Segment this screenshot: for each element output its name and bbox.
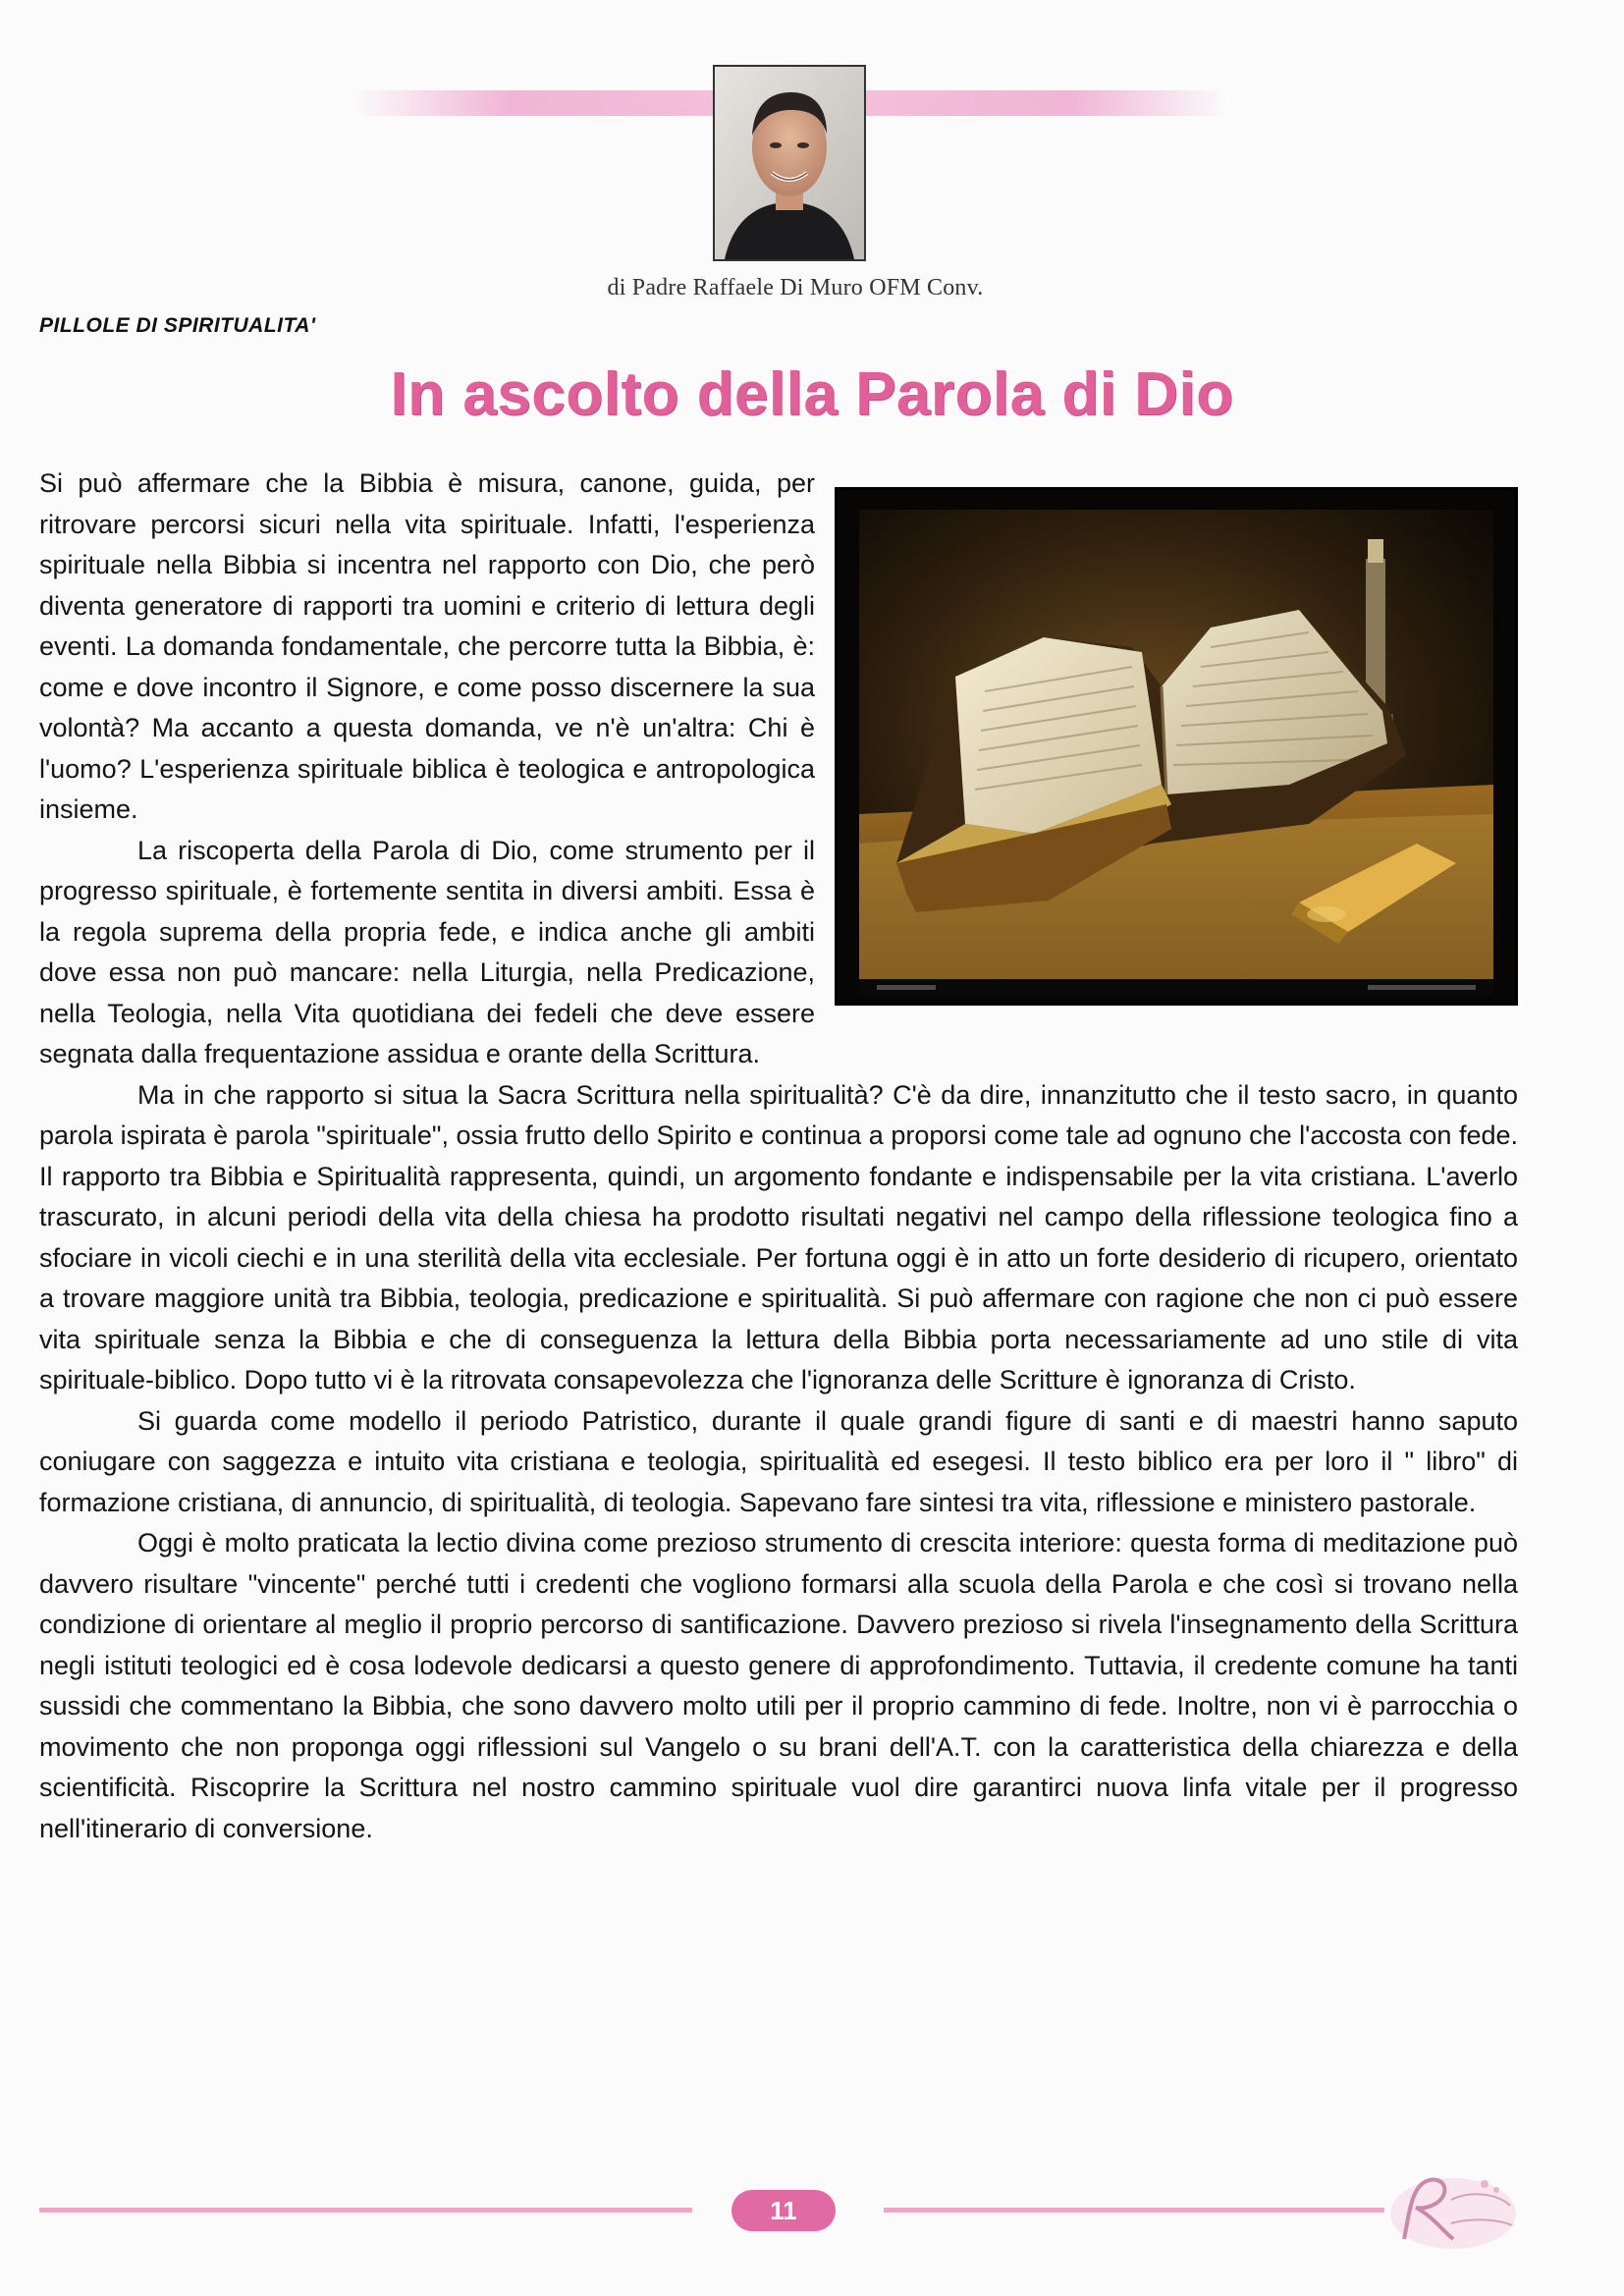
author-portrait bbox=[713, 65, 866, 261]
article-paragraph: Ma in che rapporto si situa la Sacra Scrittura nella spiritualità? C'è da dire, innanzitutto che il testo sacro, in quanto parola ispirata è parola "spirituale", ossia frutto dello Spirito e continua a proporsi come tale ad ognuno che l'accosta con fede. Il rapporto tra Bibbia e Spiritualità rappresenta, quindi, un argomento fondante e indispensabile per la vita cristiana. L'averlo trascurato, in alcuni periodi della vita della chiesa ha prodotto risultati negativi nel campo della riflessione teologica fino a sfociare in vicoli ciechi e in una sterilità della vita ecclesiale. Per fortuna oggi è in atto un forte desiderio di ricupero, orientato a trovare maggiore unità tra Bibbia, teologia, predicazione e spiritualità. Si può affermare con ragione che non ci può essere vita spirituale senza la Bibbia e che di conseguenza la lettura della Bibbia porta necessariamente ad uno stile di vita spirituale-biblico. Dopo tutto vi è la ritrovata consapevolezza che l'ignoranza delle Scritture è ignoranza di Cristo. bbox=[39, 1079, 1518, 1394]
footer-rule-right bbox=[884, 2208, 1384, 2213]
bible-painting-illustration bbox=[838, 490, 1515, 1003]
author-byline: di Padre Raffaele Di Muro OFM Conv. bbox=[607, 275, 984, 301]
article-paragraph: Oggi è molto praticata la lectio divina come prezioso strumento di crescita interiore: questa forma di meditazione può davvero risultare "vincente" perché tutti i credenti che vogliono formarsi alla scuola della Parola e che così si trovano nella condizione di orientare al meglio il proprio percorso di santificazione. Davvero prezioso si rivela l'insegnamento della Scrittura negli istituti teologici ed è cosa lodevole dedicarsi a questo genere di approfondimento. Tuttavia, il credente comune ha tanti sussidi che commentano la Bibbia, che sono davvero molto utili per il proprio cammino di fede. Inoltre, non vi è parrocchia o movimento che non proponga oggi riflessioni sul Vangelo o su brani dell'A.T. con la caratteristica della chiarezza e della scientificità. Riscoprire la Scrittura nel nostro cammino spirituale vuol dire garantirci nuova linfa vitale per il progresso nell'itinerario di conversione. bbox=[39, 1528, 1518, 1843]
magazine-logo-icon bbox=[1382, 2160, 1524, 2255]
author-portrait-image bbox=[715, 67, 864, 259]
page-number: 11 bbox=[731, 2190, 836, 2231]
footer-rule-left bbox=[39, 2208, 692, 2213]
article-paragraph: Si guarda come modello il periodo Patristico, durante il quale grandi figure di santi e di maestri hanno saputo coniugare con saggezza e intuito vita cristiana e teologia, spiritualità ed esegesi. Il testo biblico era per loro il " libro" di formazione cristiana, di annuncio, di spiritualità, di teologia. Sapevano fare sintesi tra vita, riflessione e ministero pastorale. bbox=[39, 1405, 1518, 1517]
magazine-logo bbox=[1382, 2160, 1524, 2255]
article-paragraph: La riscoperta della Parola di Dio, come strumento per il progresso spirituale, è fortemente sentita in diversi ambiti. Essa è la regola suprema della propria fede, e indica anche gli ambiti dove essa non può mancare: nella Liturgia, nella Predicazione, nella Teologia, nella Vita quotidiana dei fedeli che deve essere segnata dalla frequentazione assidua e orante della Scrittura. bbox=[39, 835, 815, 1068]
section-label: PILLOLE DI SPIRITUALITA' bbox=[39, 314, 316, 337]
article-title: In ascolto della Parola di Dio bbox=[390, 360, 1234, 428]
article-body bbox=[39, 464, 1518, 1849]
bible-painting bbox=[835, 487, 1518, 1006]
article-paragraph: Si può affermare che la Bibbia è misura, canone, guida, per ritrovare percorsi sicuri nella vita spirituale. Infatti, l'esperienza spirituale nella Bibbia si incentra nel rapporto con Dio, che però diventa generatore di rapporti tra uomini e criterio di lettura degli eventi. La domanda fondamentale, che percorre tutta la Bibbia, è: come e dove incontro il Signore, e come posso discernere la sua volontà? Ma accanto a questa domanda, ve n'è un'altra: Chi è l'uomo? L'esperienza spirituale biblica è teologica e antropologica insieme. bbox=[39, 468, 815, 824]
